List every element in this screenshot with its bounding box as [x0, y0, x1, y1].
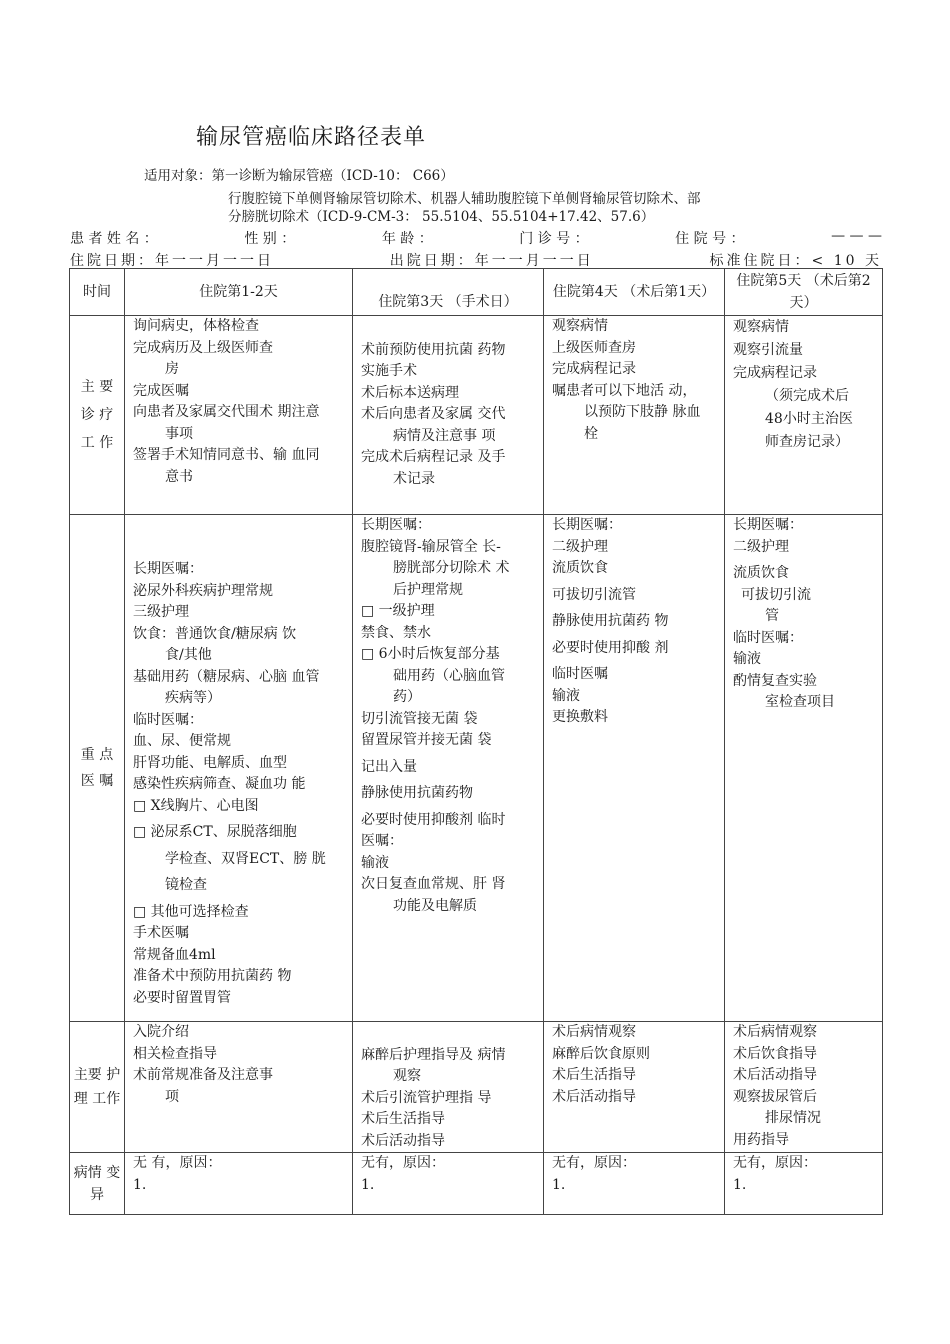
list-item: 房 [165, 361, 179, 377]
list-item: 可拔切引流管 [552, 586, 636, 603]
main-work-day3 [353, 316, 544, 515]
list-item: 次日复查血常规、肝 肾 [361, 876, 506, 892]
list-item: □ 一级护理 [361, 603, 435, 619]
list-item: 1. [133, 1176, 147, 1193]
header-time: 时间 [70, 269, 125, 316]
list-item: 必要时使用抑酸剂 临时 [361, 811, 506, 828]
list-item: 食/其他 [165, 647, 212, 663]
list-item: 相关检查指导 [133, 1045, 217, 1062]
list-item: 础用药（心脑血管 [393, 667, 505, 684]
orders-day1 [125, 515, 353, 1022]
list-item: 饮食：普通饮食/糖尿病 饮 [133, 625, 297, 642]
header-day3: 住院第3天 （手术日） [353, 269, 544, 316]
orders-label: 重 点 医 嘱 [70, 515, 125, 1022]
inpatient-number-label: 住 院 号 ： [675, 231, 745, 247]
list-item: 药） [393, 689, 421, 705]
list-item: 完成医嘱 [133, 382, 189, 399]
list-item: 完成病历及上级医师查 [133, 339, 273, 356]
list-item: 意书 [165, 468, 193, 485]
applicability-line-2: 行腹腔镜下单侧肾输尿管切除术、机器人辅助腹腔镜下单侧肾输尿管切除术、部 [228, 191, 701, 207]
list-item: 签署手术知情同意书、输 血同 [133, 447, 320, 463]
list-item: 以预防下肢静 脉血 [584, 404, 701, 420]
nursing-day4 [544, 1022, 725, 1153]
orders-day3 [353, 515, 544, 1022]
list-item: 泌尿外科疾病护理常规 [133, 582, 273, 599]
list-item: 肝肾功能、电解质、血型 [133, 754, 287, 771]
variation-day5 [725, 1153, 883, 1215]
list-item: 临时医嘱： [733, 629, 803, 646]
variation-day3 [353, 1153, 544, 1215]
list-item: 留置尿管并接无菌 袋 [361, 732, 492, 748]
variation-row [70, 1153, 883, 1215]
list-item: 静脉使用抗菌药 物 [552, 613, 669, 629]
header-day4: 住院第4天 （术后第1天） [544, 269, 725, 316]
applicability-line-1: 适用对象：第一诊断为输尿管癌（ICD-10： C66） [144, 168, 454, 184]
list-item: （须完成术后 [765, 388, 849, 404]
list-item: 师查房记录） [765, 434, 849, 450]
nursing-row [70, 1022, 883, 1153]
discharge-date: 出院日期：年一一月一一日 [389, 253, 594, 269]
header-row [70, 269, 883, 316]
list-item: 流质饮食 [733, 565, 789, 581]
list-item: 流质饮食 [552, 560, 608, 576]
list-item: 感染性疾病筛查、凝血功 能 [133, 776, 306, 792]
list-item: 输液 [361, 854, 389, 871]
list-item: 麻醉后饮食原则 [552, 1045, 650, 1062]
list-item: 排尿情况 [765, 1110, 821, 1126]
list-item: 无 有，原因： [133, 1155, 222, 1171]
patient-age-label: 年 龄 ： [381, 231, 433, 247]
list-item: 完成病程记录 [733, 365, 817, 381]
page-title: 输尿管癌临床路径表单 [196, 125, 427, 150]
variation-day1 [125, 1153, 353, 1215]
list-item: 观察病情 [733, 319, 789, 335]
list-item: 术后活动指导 [552, 1088, 636, 1105]
list-item: 二级护理 [733, 538, 789, 555]
inpatient-number-blank: — — — [831, 228, 882, 244]
list-item: 48小时主治医 [765, 411, 853, 427]
list-item: 无有，原因： [361, 1155, 445, 1171]
list-item: 记出入量 [361, 758, 417, 775]
list-item: 静脉使用抗菌药物 [361, 785, 473, 801]
nursing-day1 [125, 1022, 353, 1153]
orders-day4 [544, 515, 725, 1022]
list-item: 术后生活指导 [552, 1067, 636, 1083]
patient-info-row [70, 228, 882, 248]
list-item: 基础用药（糖尿病、心脑 血管 [133, 668, 320, 685]
list-item: 长期医嘱： [361, 517, 431, 533]
list-item: 观察 [393, 1068, 421, 1084]
list-item: 室检查项目 [765, 694, 835, 710]
list-item: 长期医嘱： [552, 517, 622, 533]
list-item: 酌情复查实验 [733, 672, 817, 689]
list-item: 观察引流量 [733, 342, 803, 358]
main-work-day1 [125, 316, 353, 515]
list-item: 观察病情 [552, 318, 608, 334]
list-item: □ 6小时后恢复部分基 [361, 646, 500, 662]
list-item: 完成术后病程记录 及手 [361, 449, 506, 466]
orders-row [70, 515, 883, 1022]
list-item: 可拔切引流 [741, 586, 811, 603]
list-item: 无有，原因： [552, 1155, 636, 1171]
list-item: 实施手术 [361, 363, 417, 380]
list-item: 术后引流管护理指 导 [361, 1089, 492, 1106]
list-item: 术后病情观察 [552, 1024, 636, 1040]
orders-day5 [725, 515, 883, 1022]
clinic-number-label: 门 诊 号 ： [519, 231, 589, 247]
list-item: □ X线胸片、心电图 [133, 797, 259, 814]
list-item: 上级医师查房 [552, 339, 636, 356]
list-item: 1. [733, 1176, 747, 1193]
main-work-label: 主 要 诊 疗 工 作 [70, 316, 125, 515]
list-item: 准备术中预防用抗菌药 物 [133, 968, 292, 984]
list-item: 术记录 [393, 470, 435, 487]
list-item: 长期医嘱： [733, 517, 803, 533]
list-item: 观察拔尿管后 [733, 1088, 817, 1105]
nursing-day5 [725, 1022, 883, 1153]
applicability-line-3: 分膀胱切除术（ICD-9-CM-3： 55.5104、55.5104+17.42、57.6） [228, 209, 655, 225]
dates-row [70, 250, 882, 270]
patient-name-label: 患 者 姓 名 ： [70, 231, 158, 247]
nursing-day3 [353, 1022, 544, 1153]
list-item: 必要时留置胃管 [133, 989, 231, 1006]
list-item: 学检查、双肾ECT、膀 胱 [165, 850, 326, 867]
list-item: 管 [765, 608, 779, 624]
list-item: □ 泌尿系CT、尿脱落细胞 [133, 824, 297, 840]
nursing-label: 主要 护理 工作 [70, 1022, 125, 1153]
list-item: 术后向患者及家属 交代 [361, 406, 506, 423]
clinical-pathway-table [69, 268, 883, 1215]
list-item: 完成病程记录 [552, 361, 636, 377]
list-item: 术后活动指导 [361, 1132, 445, 1149]
list-item: 膀胱部分切除术 术 [393, 560, 510, 576]
list-item: 向患者及家属交代围术 期注意 [133, 404, 320, 420]
list-item: 询问病史，体格检查 [133, 318, 259, 334]
list-item: 麻醉后护理指导及 病情 [361, 1046, 506, 1063]
list-item: 血、尿、便常规 [133, 733, 231, 749]
list-item: 1. [361, 1176, 375, 1193]
list-item: 术后生活指导 [361, 1111, 445, 1127]
list-item: 长期医嘱： [133, 561, 203, 577]
list-item: 术前常规准备及注意事 [133, 1067, 273, 1083]
variation-day4 [544, 1153, 725, 1215]
list-item: 1. [552, 1176, 566, 1193]
list-item: 术后活动指导 [733, 1067, 817, 1083]
list-item: 镜检查 [165, 877, 207, 893]
list-item: 无有，原因： [733, 1155, 817, 1171]
list-item: 更换敷料 [552, 709, 608, 725]
standard-stay: 标准住院日：< 10 天 [709, 253, 882, 269]
list-item: □ 其他可选择检查 [133, 903, 249, 920]
variation-label: 病情 变异 [70, 1153, 125, 1215]
list-item: 后护理常规 [393, 581, 463, 598]
list-item: 入院介绍 [133, 1024, 189, 1040]
list-item: 二级护理 [552, 538, 608, 555]
list-item: 三级护理 [133, 604, 189, 620]
list-item: 常规备血4ml [133, 946, 216, 963]
list-item: 禁食、禁水 [361, 624, 431, 641]
list-item: 腹腔镜肾-输尿管全 长- [361, 538, 501, 555]
patient-sex-label: 性 别 ： [244, 231, 296, 247]
list-item: 临时医嘱： [133, 711, 203, 728]
main-work-row [70, 316, 883, 515]
list-item: 嘱患者可以下地活 动， [552, 382, 697, 399]
list-item: 术前预防使用抗菌 药物 [361, 341, 506, 358]
list-item: 项 [165, 1088, 179, 1105]
header-day5: 住院第5天 （术后第2天） [725, 269, 883, 316]
list-item: 术后病情观察 [733, 1024, 817, 1040]
list-item: 医嘱： [361, 833, 403, 849]
list-item: 切引流管接无菌 袋 [361, 710, 478, 727]
list-item: 手术医嘱 [133, 925, 189, 941]
list-item: 栓 [584, 425, 598, 442]
main-work-day5 [725, 316, 883, 515]
header-day1: 住院第1-2天 [125, 269, 353, 316]
list-item: 用药指导 [733, 1131, 789, 1148]
list-item: 术后饮食指导 [733, 1045, 817, 1062]
list-item: 必要时使用抑酸 剂 [552, 639, 669, 656]
list-item: 输液 [552, 687, 580, 704]
list-item: 输液 [733, 651, 761, 667]
main-work-day4 [544, 316, 725, 515]
list-item: 临时医嘱 [552, 666, 608, 682]
admit-date: 住院日期：年一一月一一日 [70, 253, 274, 269]
list-item: 功能及电解质 [393, 897, 477, 914]
list-item: 病情及注意事 项 [393, 427, 496, 444]
list-item: 事项 [165, 425, 193, 442]
list-item: 术后标本送病理 [361, 384, 459, 401]
list-item: 疾病等） [165, 690, 221, 706]
